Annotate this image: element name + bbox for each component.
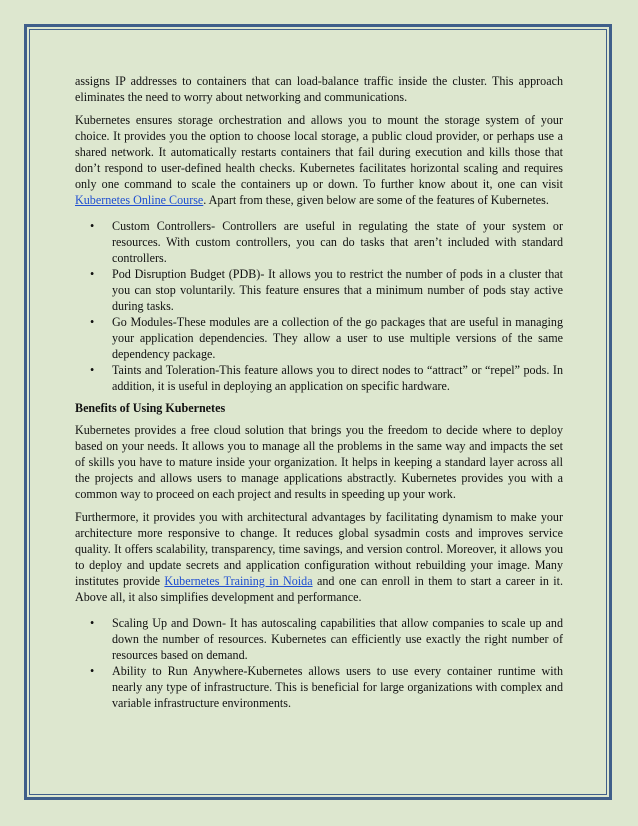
paragraph-architecture <box>75 509 563 605</box>
list-item-text: Custom Controllers- Controllers are useful in regulating the state of your system or resources. With custom controllers, you can do tasks that aren’t included with standard controllers. <box>112 219 563 265</box>
section-heading-benefits: Benefits of Using Kubernetes <box>75 401 226 415</box>
paragraph-architecture-text-end: and one can enroll in them to start a career in it. Above all, it also simplifies development and performance. <box>75 574 563 604</box>
list-item-text: Taints and Toleration-This feature allows you to direct nodes to “attract” or “repel” pods. In addition, it is useful in deploying an application on specific hardware. <box>112 363 563 393</box>
list-item <box>75 266 563 314</box>
benefits-list <box>75 615 563 711</box>
paragraph-cloud-solution: Kubernetes provides a free cloud solution that brings you the freedom to decide where to deploy based on your needs. It allows you to manage all the problems in the same way and impacts the set of skills you have to mature inside your organization. It helps in keeping a standard layer across all the projects and allows users to manage applications abstractly. Kubernetes provides you with a common way to proceed on each project and results in speeding up your work. <box>75 423 563 501</box>
kubernetes-training-noida-link[interactable]: Kubernetes Training in Noida <box>164 574 313 588</box>
bullet-icon: • <box>90 616 95 630</box>
bullet-icon: • <box>90 315 95 329</box>
bullet-icon: • <box>90 363 95 377</box>
list-item <box>75 615 563 663</box>
features-list <box>75 218 563 394</box>
list-item <box>75 663 563 711</box>
kubernetes-online-course-link[interactable]: Kubernetes Online Course <box>75 193 204 207</box>
paragraph-storage-text: Kubernetes ensures storage orchestration and allows you to mount the storage system of your choice. It provides you the option to choose local storage, a public cloud provider, or perhaps use a shared network. It automatically restarts containers that fail during execution and kills those that don’t respond to user-defined health checks. Kubernetes facilitates horizontal scaling and requires only one command to scale the containers up or down. To further know about it, one can visit <box>75 113 563 191</box>
list-item-text: Scaling Up and Down- It has autoscaling capabilities that allow companies to scale up and down the number of resources. Kubernetes can efficiently use exactly the right number of resources based on demand. <box>112 616 563 662</box>
bullet-icon: • <box>90 664 95 678</box>
bullet-icon: • <box>90 219 95 233</box>
list-item-text: Ability to Run Anywhere-Kubernetes allows users to use every container runtime with nearly any type of infrastructure. This is beneficial for large organizations with complex and variable infrastructure environments. <box>112 664 563 710</box>
bullet-icon: • <box>90 267 95 281</box>
list-item-text: Go Modules-These modules are a collection of the go packages that are useful in managing your application dependencies. They allow a user to use multiple versions of the same dependency package. <box>112 315 563 361</box>
paragraph-storage-text-end: . Apart from these, given below are some of the features of Kubernetes. <box>203 193 549 207</box>
paragraph-architecture-text: Furthermore, it provides you with architectural advantages by facilitating dynamism to make your architecture more responsive to change. It reduces global sysadmin costs and improves service quality. It offers scalability, transparency, time savings, and version control. Moreover, it allows you to deploy and update secrets and application configuration without rebuilding your image. Many institutes provide <box>75 510 563 588</box>
document-body <box>75 73 563 717</box>
list-item <box>75 314 563 362</box>
paragraph-storage <box>75 112 563 208</box>
paragraph-networking: assigns IP addresses to containers that can load-balance traffic inside the cluster. This approach eliminates the need to worry about networking and communications. <box>75 74 563 104</box>
list-item <box>75 362 563 394</box>
list-item <box>75 218 563 266</box>
list-item-text: Pod Disruption Budget (PDB)- It allows you to restrict the number of pods in a cluster that you can stop voluntarily. This feature ensures that a minimum number of pods stay active during tasks. <box>112 267 563 313</box>
